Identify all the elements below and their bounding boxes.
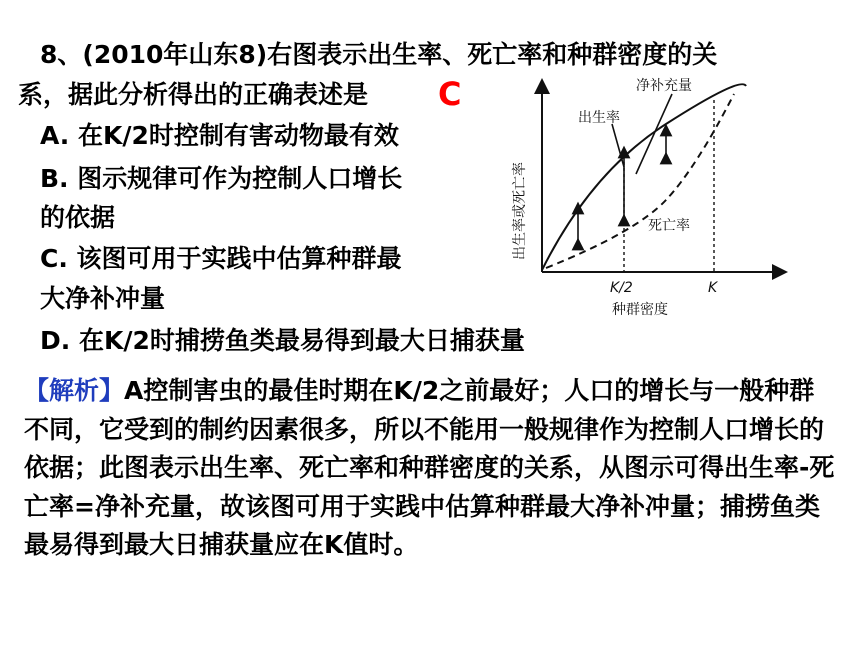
x-axis-label: 种群密度 [612, 302, 668, 318]
explanation [24, 372, 839, 565]
population-density-graph [496, 72, 790, 324]
option-a: A. 在K/2时控制有害动物最有效 [40, 121, 399, 150]
explanation-tag: 【解析】 [24, 376, 125, 405]
option-b-line-1: B. 图示规律可作为控制人口增长 [40, 164, 403, 193]
option-c-line-1: C. 该图可用于实践中估算种群最 [40, 244, 402, 273]
answer-mark: C [438, 75, 462, 113]
net-increase-label: 净补充量 [636, 78, 692, 94]
question-line-1: 8、(2010年山东8)右图表示出生率、死亡率和种群密度的关 [40, 40, 718, 69]
birth-rate-curve [542, 84, 746, 270]
birth-rate-label: 出生率 [578, 110, 620, 126]
option-b-line-2: 的依据 [40, 203, 116, 232]
death-rate-curve [546, 94, 734, 268]
option-d: D. 在K/2时捕捞鱼类最易得到最大日捕获量 [40, 326, 525, 355]
k-half-tick: K/2 [610, 280, 633, 296]
birth-label-pointer [612, 124, 624, 167]
y-axis-label: 出生率或死亡率 [512, 162, 528, 260]
explanation-text: A控制害虫的最佳时期在K/2之前最好；人口的增长与一般种群不同，它受到的制约因素很多，所以不能用一般规律作为控制人口增长的依据；此图表示出生率、死亡率和种群密度的关系，从图示可得出生率-死亡率=净补充量，故该图可用于实践中估算种群最大净补冲量；捕捞鱼类最易得到最大日捕获量应在K值时。 [24, 376, 835, 559]
question-line-2: 系，据此分析得出的正确表述是 [18, 80, 369, 109]
k-tick: K [708, 280, 718, 296]
death-rate-label: 死亡率 [648, 218, 690, 234]
option-c-line-2: 大净补冲量 [40, 284, 166, 313]
